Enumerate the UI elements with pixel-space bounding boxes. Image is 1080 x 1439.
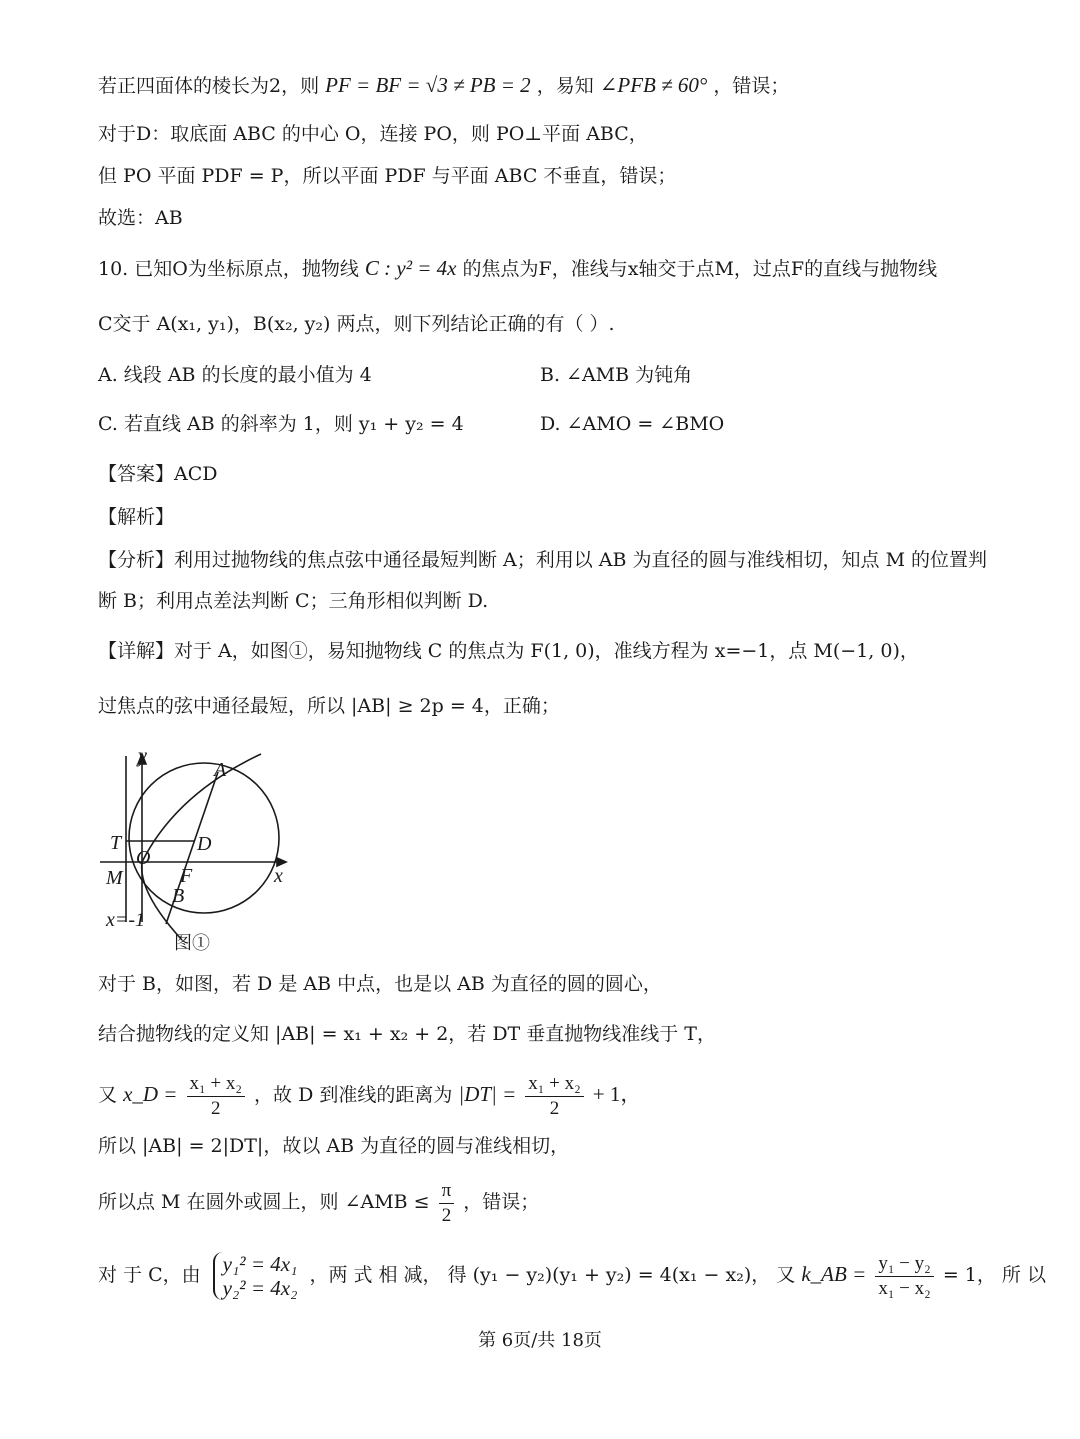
label-m: M [106, 867, 123, 889]
equation-system [213, 1252, 298, 1300]
option-b: B. ∠AMB 为钝角 [540, 364, 693, 386]
text-line: 对于 B，如图，若 D 是 AB 中点，也是以 AB 为直径的圆的圆心， [98, 973, 662, 995]
label-y: y [138, 745, 147, 767]
text-line [98, 1070, 641, 1121]
text-segment: ，两 式 相 减， 得 (y₁ − y₂)(y₁ + y₂) = 4(x₁ − x₂)， 又 [309, 1264, 796, 1286]
numerator: y₁ − y₂ [875, 1252, 933, 1277]
label-b: B [172, 885, 185, 907]
denominator: x₁ − x₂ [878, 1277, 931, 1299]
parabola-figure [96, 742, 296, 957]
text-line: 所以 |AB| = 2|DT|，故以 AB 为直径的圆与准线相切， [98, 1135, 570, 1157]
numerator: π [439, 1179, 455, 1204]
text-segment: ，易知 [536, 75, 594, 97]
text-segment: + 1， [592, 1082, 642, 1106]
equation: y₁² = 4x₁ [222, 1252, 298, 1276]
text-line: 但 PO 平面 PDF = P，所以平面 PDF 与平面 ABC 不垂直，错误； [98, 165, 677, 187]
label-f: F [180, 865, 193, 887]
math-expression: k_AB = [801, 1262, 867, 1286]
text-segment: ，错误； [463, 1191, 540, 1213]
text-line: 结合抛物线的定义知 |AB| = x₁ + x₂ + 2，若 DT 垂直抛物线准线于 T， [98, 1023, 716, 1045]
denominator: 2 [549, 1097, 560, 1119]
text-line [98, 71, 789, 100]
text-segment: 对 于 C，由 [98, 1264, 201, 1286]
text-segment: 10. 已知O为坐标原点，抛物线 [98, 258, 359, 280]
text-line: 过焦点的弦中通径最短，所以 |AB| ≥ 2p = 4，正确； [98, 695, 560, 717]
equation: y₂² = 4x₂ [222, 1276, 298, 1300]
page-footer: 第 6页/共 18页 [478, 1330, 602, 1351]
math-expression: |DT| = [458, 1082, 517, 1106]
math-expression: PF = BF = √3 ≠ PB = 2 [325, 73, 531, 97]
fraction [439, 1179, 455, 1228]
fraction [875, 1252, 933, 1301]
math-expression: C : y² = 4x [364, 256, 457, 280]
fraction [187, 1072, 245, 1121]
option-d: D. ∠AMO = ∠BMO [540, 413, 725, 435]
figure-caption: 图① [174, 933, 210, 954]
label-t: T [110, 832, 122, 854]
label-d: D [197, 833, 212, 855]
text-segment: 的焦点为F，准线与x轴交于点M，过点F的直线与抛物线 [462, 258, 938, 280]
math-expression: ∠PFB ≠ 60° [599, 73, 708, 97]
label-o: O [136, 847, 151, 869]
answer: 【答案】ACD [98, 463, 218, 485]
text-segment: 若正四面体的棱长为2，则 [98, 75, 320, 97]
text-line [98, 1178, 539, 1228]
numerator: x₁ + x₂ [525, 1072, 583, 1097]
numerator: x₁ + x₂ [187, 1072, 245, 1097]
text-segment: ，故 D 到准线的距离为 [254, 1084, 453, 1106]
text-line: 故选：AB [98, 207, 183, 229]
text-line [98, 1248, 1046, 1301]
text-line: C交于 A(x₁, y₁)，B(x₂, y₂) 两点，则下列结论正确的有（ ）. [98, 313, 615, 335]
analysis-heading: 【解析】 [98, 506, 175, 528]
option-a: A. 线段 AB 的长度的最小值为 4 [98, 364, 372, 386]
label-x: x [274, 865, 283, 887]
label-a: A [214, 759, 227, 781]
fraction [525, 1072, 583, 1121]
denominator: 2 [211, 1097, 221, 1119]
question-10 [98, 254, 937, 283]
label-directrix: x=-1 [106, 909, 146, 931]
text-segment: = 1， 所 以 [942, 1264, 1046, 1286]
text-line: 【分析】利用过抛物线的焦点弦中通径最短判断 A；利用以 AB 为直径的圆与准线相切，知点 M 的位置判 [98, 549, 988, 571]
option-c: C. 若直线 AB 的斜率为 1，则 y₁ + y₂ = 4 [98, 413, 464, 435]
text-line: 【详解】对于 A，如图①，易知抛物线 C 的焦点为 F(1, 0)，准线方程为 x=−1，点 M(−1, 0)， [98, 640, 919, 662]
text-line: 断 B；利用点差法判断 C；三角形相似判断 D. [98, 590, 489, 612]
math-expression: x_D = [123, 1082, 178, 1106]
denominator: 2 [441, 1204, 452, 1226]
text-segment: 所以点 M 在圆外或圆上，则 ∠AMB ≤ [98, 1191, 430, 1213]
text-line: 对于D：取底面 ABC 的中心 O，连接 PO，则 PO⊥平面 ABC， [98, 123, 648, 145]
text-segment: ，错误； [713, 75, 790, 97]
text-segment: 又 [98, 1084, 118, 1106]
